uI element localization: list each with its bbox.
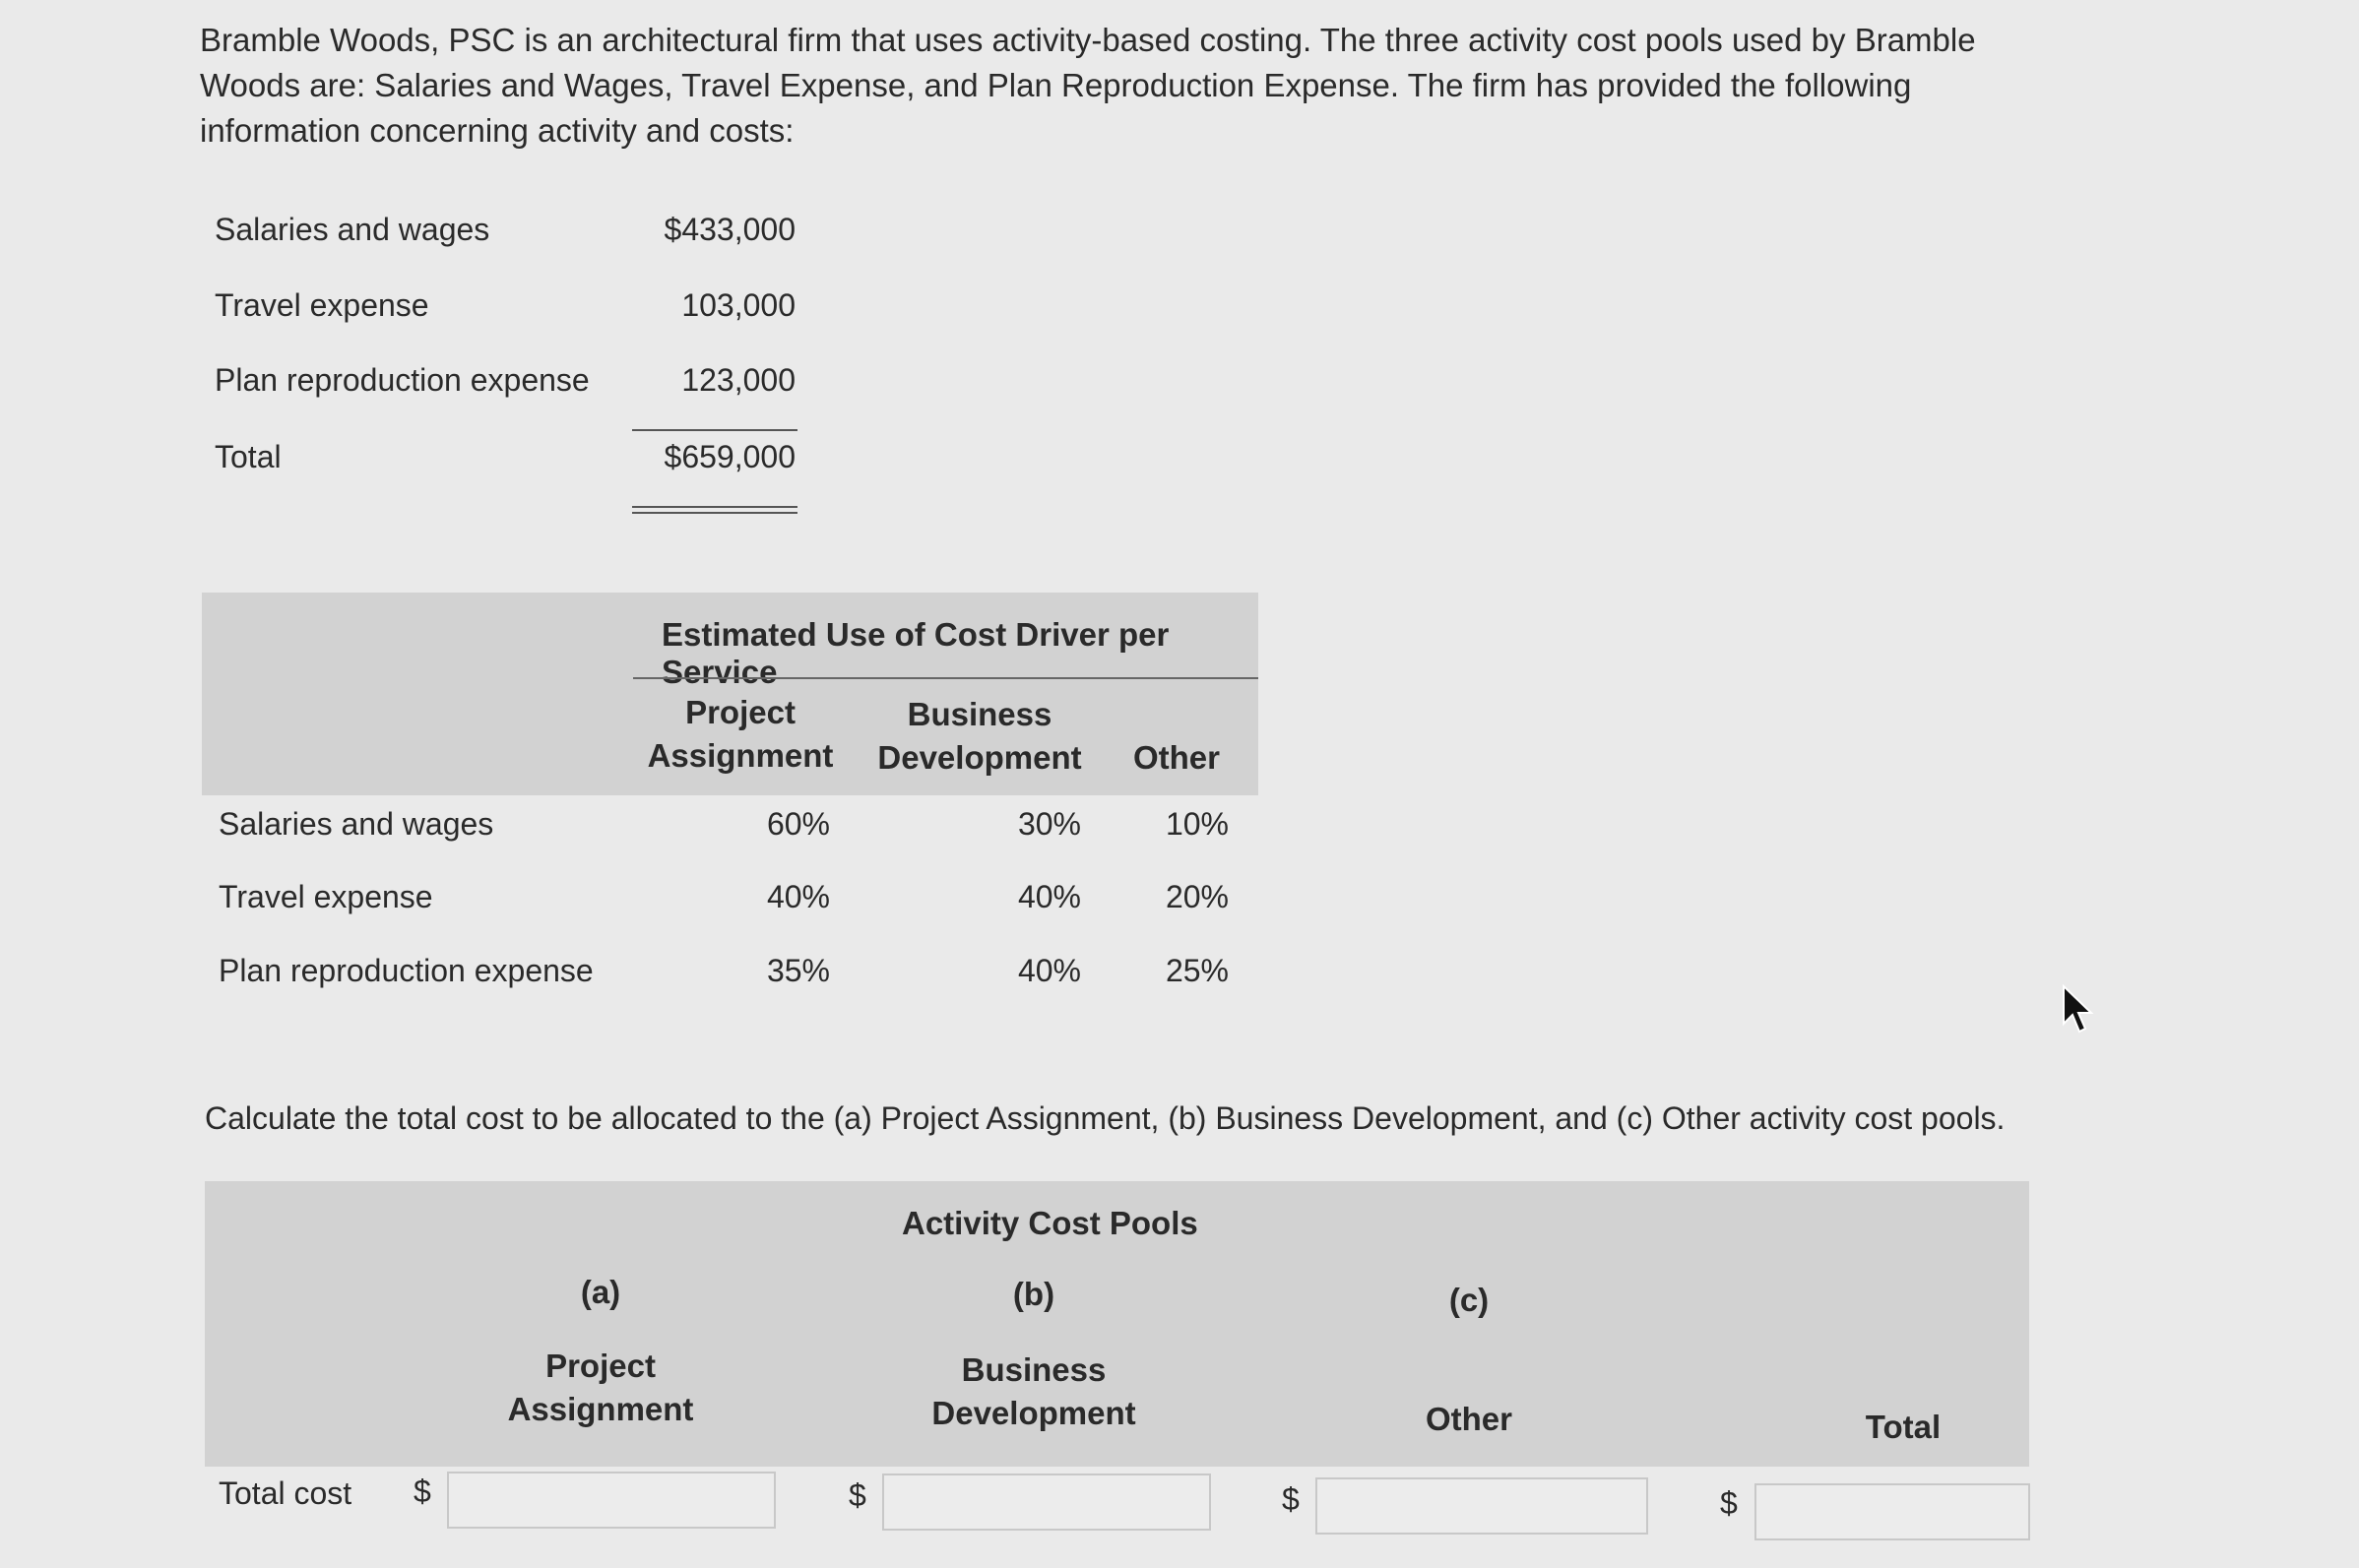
col-head-line: Assignment xyxy=(507,1391,694,1427)
col-head-line: Development xyxy=(931,1395,1136,1431)
project-assignment-input[interactable] xyxy=(447,1472,776,1529)
driver-title-rule xyxy=(633,677,1258,679)
col-letter-a: (a) xyxy=(580,1274,621,1310)
row-label: Plan reproduction expense xyxy=(219,953,594,988)
cost-value: $433,000 xyxy=(664,212,796,247)
other-input[interactable] xyxy=(1315,1477,1648,1535)
col-head-other: Other xyxy=(1425,1401,1512,1437)
cell-project-assignment: 60% xyxy=(766,806,830,842)
cost-total-row xyxy=(215,439,805,488)
col-head-line: Project xyxy=(685,694,796,730)
currency-symbol: $ xyxy=(414,1474,431,1509)
cost-label: Plan reproduction expense xyxy=(215,362,590,398)
cost-label: Travel expense xyxy=(215,287,429,323)
problem-intro: Bramble Woods, PSC is an architectural firm that uses activity-based costing. The three activity cost pools used by Bramble Woods are: Salaries and Wages, Travel Expense, and Plan Reproduction Expense. The firm has provided the following information concerning activity and costs: xyxy=(200,22,1976,149)
currency-symbol: $ xyxy=(1282,1481,1300,1517)
cell-other: 10% xyxy=(1165,806,1229,842)
col-head-business-development xyxy=(866,693,1093,780)
cost-label: Total xyxy=(215,439,282,474)
row-label: Total cost xyxy=(219,1475,352,1511)
cost-label: Salaries and wages xyxy=(215,212,490,247)
total-input[interactable] xyxy=(1754,1483,2030,1540)
currency-symbol: $ xyxy=(849,1477,866,1513)
cell-business-development: 30% xyxy=(1017,806,1081,842)
total-cost-row xyxy=(219,1472,2030,1560)
cost-value: $659,000 xyxy=(664,439,796,474)
answer-table-header xyxy=(205,1181,2029,1467)
table-row xyxy=(215,806,1258,865)
driver-table-header xyxy=(202,593,1258,795)
cell-other: 20% xyxy=(1165,879,1229,914)
driver-table-title: Estimated Use of Cost Driver per Service xyxy=(662,616,1170,690)
mouse-pointer-icon xyxy=(2060,984,2099,1039)
col-head-line: Business xyxy=(961,1351,1107,1388)
col-head-total: Total xyxy=(1865,1409,1942,1445)
col-head-line: Development xyxy=(877,739,1082,776)
col-head-line: Assignment xyxy=(647,737,834,774)
total-double-rule xyxy=(632,506,797,514)
cell-project-assignment: 40% xyxy=(766,879,830,914)
cost-row xyxy=(215,212,805,261)
row-label: Salaries and wages xyxy=(219,806,494,842)
currency-symbol: $ xyxy=(1720,1485,1738,1521)
cell-project-assignment: 35% xyxy=(766,953,830,988)
col-head-project-assignment xyxy=(637,691,844,778)
cost-value: 103,000 xyxy=(681,287,796,323)
col-letter-b: (b) xyxy=(1012,1276,1055,1312)
cell-other: 25% xyxy=(1165,953,1229,988)
cost-row xyxy=(215,287,805,337)
row-label: Travel expense xyxy=(219,879,433,914)
cell-business-development: 40% xyxy=(1017,953,1081,988)
col-head-other: Other xyxy=(1132,739,1220,776)
table-row xyxy=(215,879,1258,938)
table-row xyxy=(215,953,1258,1012)
cost-value: 123,000 xyxy=(681,362,796,398)
cost-row xyxy=(215,362,805,411)
question-text: Calculate the total cost to be allocated to the (a) Project Assignment, (b) Business Development, and (c) Other activity cost pools. xyxy=(205,1100,2006,1136)
activity-cost-pools-title: Activity Cost Pools xyxy=(902,1205,1198,1241)
subtotal-rule xyxy=(632,429,797,431)
col-head-business-development xyxy=(921,1348,1147,1435)
cell-business-development: 40% xyxy=(1017,879,1081,914)
col-head-line: Business xyxy=(907,696,1052,732)
col-head-project-assignment xyxy=(492,1345,709,1431)
business-development-input[interactable] xyxy=(882,1474,1211,1531)
col-head-line: Project xyxy=(545,1348,656,1384)
col-letter-c: (c) xyxy=(1448,1282,1490,1318)
